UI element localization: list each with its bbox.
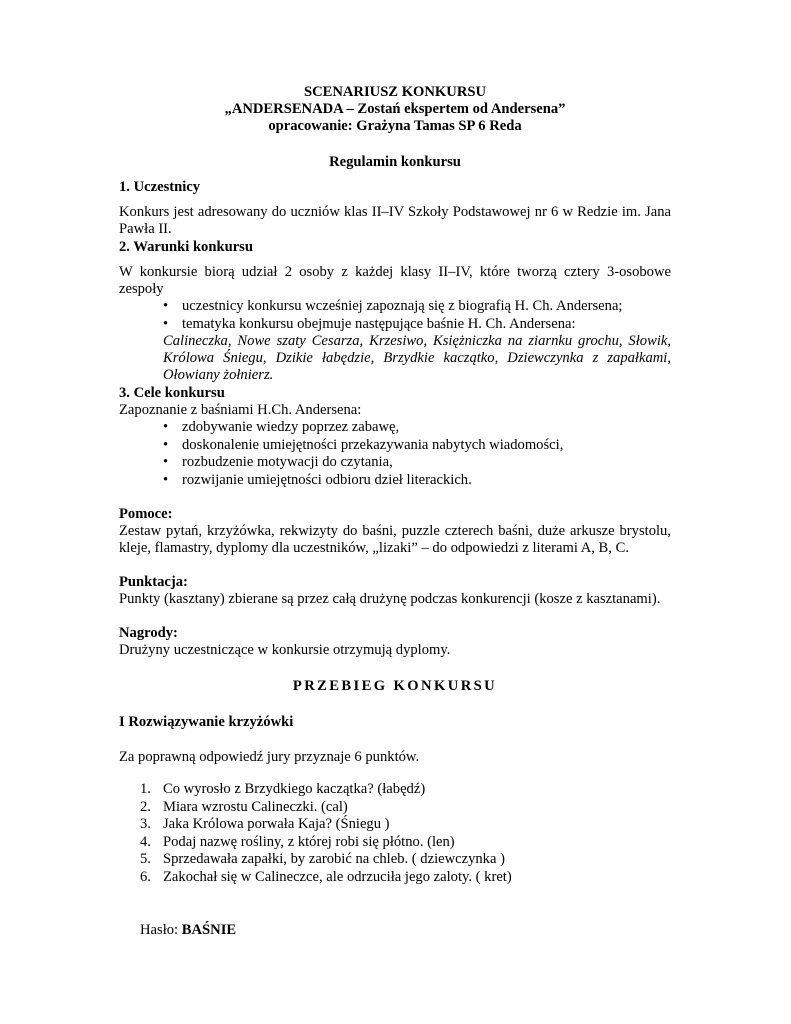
haslo-label: Hasło: [140,922,182,938]
list-item: • rozbudzenie motywacji do czytania, [163,454,671,472]
list-item: • doskonalenie umiejętności przekazywania nabytych wiadomości, [163,437,671,455]
tales-list: Calineczka, Nowe szaty Cesarza, Krzesiwo, Księżniczka na ziarnku grochu, Słowik, Królowa Śniegu, Dzikie łabędzie, Brzydkie kaczątko, Dziewczynka z zapałkami, Ołowiany żołnierz. [163,333,671,383]
section-1-text: Konkurs jest adresowany do uczniów klas II–IV Szkoły Podstawowej nr 6 w Redzie im. Jana Pawła II. [119,204,671,237]
punktacja-heading: Punktacja: [119,574,188,590]
header-line-2: „ANDERSENADA – Zostań ekspertem od Andersena” [224,101,566,117]
nagrody-heading: Nagrody: [119,625,178,641]
question-text: Podaj nazwę rośliny, z której robi się płótno. (len) [163,833,455,850]
questions-list [119,781,671,886]
list-item: • rozwijanie umiejętności odbioru dzieł literackich. [163,472,671,490]
list-item [140,869,671,887]
header-line-1: SCENARIUSZ KONKURSU [303,84,487,100]
section-1-heading: 1. Uczestnicy [119,179,201,195]
header-line-3: opracowanie: Grażyna Tamas SP 6 Reda [268,118,522,134]
regulamin-title: Regulamin konkursu [329,154,461,170]
section-3-bullets [119,419,671,489]
section-3-heading: 3. Cele konkursu [119,385,225,401]
list-item: • tematyka konkursu obejmuje następujące baśnie H. Ch. Andersena: [163,316,671,334]
section-2-bullets [119,298,671,333]
pomoce-text: Zestaw pytań, krzyżówka, rekwizyty do baśni, puzzle czterech baśni, duże arkusze brystolu, kleje, flamastry, dyplomy dla uczestników, „lizaki” – do odpowiedzi z literami A, B, C. [119,523,671,556]
question-number: 4. [140,833,151,850]
list-item [140,816,671,834]
question-number: 1. [140,781,151,797]
list-item [140,834,671,852]
question-number: 2. [140,798,151,815]
question-number: 3. [140,816,151,832]
document-header [119,84,671,135]
haslo-value: BAŚNIE [181,922,237,938]
question-number: 6. [140,868,151,885]
list-item [140,799,671,817]
przebieg-title: PRZEBIEG KONKURSU [292,678,498,694]
list-item [140,781,671,799]
section-2-text: W konkursie biorą udział 2 osoby z każdej klasy II–IV, które tworzą cztery 3-osobowe zespoły [119,264,671,297]
part-1-intro: Za poprawną odpowiedź jury przyznaje 6 punktów. [119,749,420,765]
question-text: Jaka Królowa porwała Kaja? (Śniegu ) [163,816,390,832]
section-2-heading: 2. Warunki konkursu [119,239,253,255]
part-1-heading: I Rozwiązywanie krzyżówki [119,714,294,730]
question-text: Miara wzrostu Calineczki. (cal) [163,798,348,815]
section-3-intro: Zapoznanie z baśniami H.Ch. Andersena: [119,402,362,418]
pomoce-heading: Pomoce: [119,506,173,522]
document-page [119,84,671,939]
list-item: • zdobywanie wiedzy poprzez zabawę, [163,419,671,437]
haslo-line [119,922,671,939]
question-text: Sprzedawała zapałki, by zarobić na chleb. ( dziewczynka ) [163,851,505,867]
punktacja-text: Punkty (kasztany) zbierane są przez całą drużynę podczas konkurencji (kosze z kasztanami). [119,591,661,607]
list-item: • uczestnicy konkursu wcześniej zapoznają się z biografią H. Ch. Andersena; [163,298,671,316]
list-item [140,851,671,869]
question-number: 5. [140,851,151,867]
question-text: Co wyrosło z Brzydkiego kaczątka? (łabędź) [163,781,426,797]
nagrody-text: Drużyny uczestniczące w konkursie otrzymują dyplomy. [119,642,451,658]
question-text: Zakochał się w Calineczce, ale odrzuciła jego zaloty. ( kret) [163,868,512,885]
